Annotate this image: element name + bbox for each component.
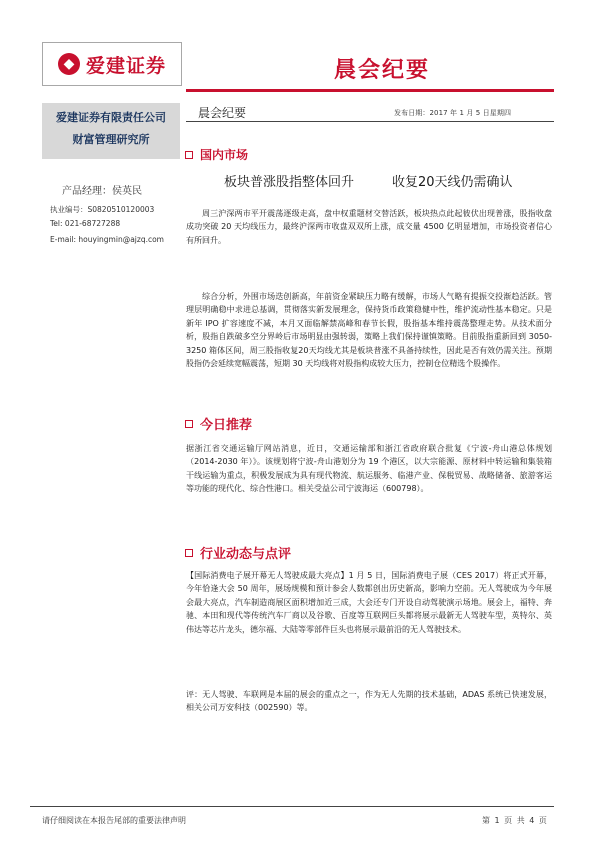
section-heading-domestic xyxy=(185,146,248,163)
checkbox-square-icon xyxy=(185,420,193,428)
recommend-paragraph: 据浙江省交通运输厅网站消息，近日，交通运输部和浙江省政府联合批复《宁波-舟山港总体规划（2014-2030 年）》。该规划将宁波-舟山港划分为 19 个港区，以大宗能源、原材料中转运输和集装箱干线运输为重点，积极发展成为具有现代物流、航运服务、临港产业、保税贸易、战略储备、旅游客运等功能的现代化、综合性港口。相关受益公司宁波海运（600798）。 xyxy=(186,444,552,494)
brand-logo xyxy=(42,42,182,86)
domestic-paragraph-1: 周三沪深两市平开震荡逐级走高，盘中权重题材交替活跃，板块热点此起彼伏出现普涨，股指收盘成功突破 20 天均线压力，最终沪深两市收盘双双所上涨，成交量 4500 亿明显增加，市场投资者信心有所回升。 xyxy=(186,209,552,245)
section-heading-industry xyxy=(185,543,291,562)
sidebar-analyst: 产品经理：侯英民 xyxy=(62,186,142,197)
section-title-domestic: 国内市场 xyxy=(200,148,249,162)
industry-paragraph: 【国际消费电子展开幕无人驾驶成最大亮点】1 月 5 日，国际消费电子展（CES 2017）将正式开幕，今年恰逢大会 50 周年，展场规模和预计参会人数都创出历史新高，影响力空前。无人驾驶成为今年展会最大亮点，汽车制造商展区面积增加近三成，大会还专门开设自动驾驶演示场地。展会上，福特、奔驰、本田和现代等传统汽车厂商以及谷歌、百度等互联网巨头都将展示最新无人驾驶车型，英特尔、英伟达等芯片龙头，德尔福、大陆等零部件巨头也将展示最前沿的无人驾驶技术。 xyxy=(186,571,552,634)
headline-right: 收复20天线仍需确认 xyxy=(392,175,513,190)
report-subtitle: 晨会纪要 xyxy=(198,106,247,120)
publish-date: 发布日期：2017 年 1 月 5 日星期四 xyxy=(394,109,512,117)
sidebar-institute-name: 财富管理研究所 xyxy=(72,133,150,146)
section-heading-recommend xyxy=(185,414,252,433)
domestic-paragraph-2: 综合分析，外围市场迭创新高，年前资金紧缺压力略有缓解，市场人气略有提振交投渐趋活跃。管理层明确稳中求进总基调，贯彻落实新发展理念，保持货币政策稳健中性，维护流动性基本稳定。只是新年 IPO 扩容速度不减，本月又面临解禁高峰和春节长假，股指基本维持震荡整理走势。从技术面分析，股指自跌破多空分界岭后市场明显由强转弱，策略上我们保持谨慎策略。目前股指重新回到 3050-3250 箱体区间，周三股指收复20天均线尤其是板块普涨不具备持续性，因此是否有效仍需关注。预期股指仍会延续宽幅震荡，短期 30 天均线将对股指构成较大压力，控制仓位精选个股操作。 xyxy=(186,292,552,369)
headline-left: 板块普涨股指整体回升 xyxy=(224,175,355,190)
industry-comment: 评：无人驾驶、车联网是本届的展会的重点之一，作为无人先期的技术基础，ADAS 系统已快速发展，相关公司万安科技（002590）等。 xyxy=(186,690,552,713)
sidebar-email: E-mail: houyingmin@ajzq.com xyxy=(50,235,164,244)
header-red-divider xyxy=(186,89,554,92)
sidebar-company-name: 爱建证券有限责任公司 xyxy=(56,111,166,124)
brand-logo-text: 爱建证券 xyxy=(85,54,166,77)
sidebar-telephone: Tel: 021-68727288 xyxy=(50,219,121,228)
checkbox-square-icon xyxy=(185,151,193,159)
header-thin-divider xyxy=(186,121,554,122)
footer-disclaimer: 请仔细阅读在本报告尾部的重要法律声明 xyxy=(42,816,186,825)
footer-divider xyxy=(30,806,554,807)
section-title-industry: 行业动态与点评 xyxy=(200,547,292,562)
sidebar-cert-number: 执业编号：S0820510120003 xyxy=(50,205,155,214)
section-title-recommend: 今日推荐 xyxy=(200,418,253,433)
report-title: 晨会纪要 xyxy=(333,58,430,83)
footer-page-number: 第 1 页 共 4 页 xyxy=(482,816,548,825)
brand-logo-icon: ◆ xyxy=(58,53,80,75)
checkbox-square-icon xyxy=(185,549,193,557)
